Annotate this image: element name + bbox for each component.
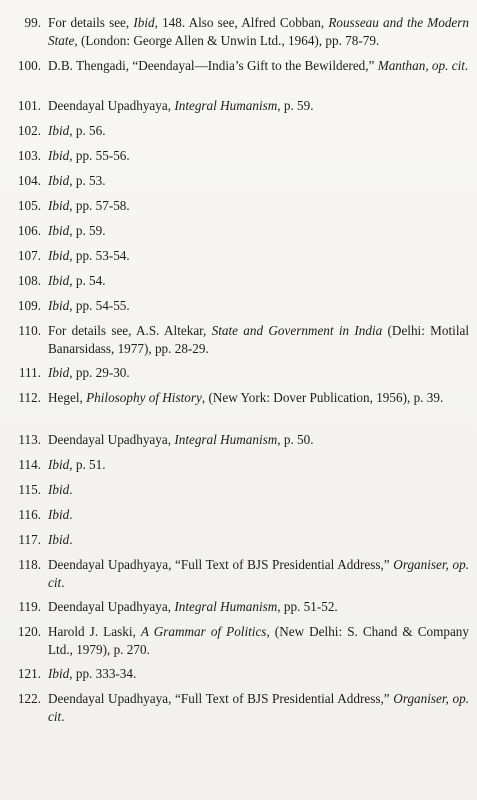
endnote-number: 120. <box>17 624 41 639</box>
endnote-text <box>48 598 469 616</box>
endnote-number: 101. <box>17 98 41 113</box>
endnote-number: 103. <box>17 148 41 163</box>
endnote-text <box>48 364 469 382</box>
citation-text: Deendayal Upadhyaya, <box>48 599 175 614</box>
endnote-text <box>48 222 469 240</box>
citation-text: , pp. 55-56. <box>69 148 130 163</box>
endnote-number: 117. <box>18 532 41 547</box>
italic-title: Integral Humanism <box>174 599 278 614</box>
italic-title: Ibid <box>48 457 70 472</box>
italic-title: Ibid <box>48 666 70 681</box>
citation-text: , (New York: Dover Publication, 1956), p. 39. <box>201 390 444 405</box>
endnote-text <box>48 531 469 549</box>
italic-title: Ibid <box>48 248 70 263</box>
italic-title: Ibid <box>48 482 70 497</box>
citation-text: , pp. 333-34. <box>69 666 137 681</box>
endnote-number: 111. <box>18 365 41 380</box>
citation-text: . <box>464 58 469 73</box>
endnote-number: 122. <box>17 691 41 706</box>
endnote-text <box>48 122 469 140</box>
italic-title: Manthan, op. cit <box>377 58 465 73</box>
endnote-text <box>48 197 469 215</box>
endnote-number: 119. <box>18 599 41 614</box>
endnote-number: 104. <box>17 173 41 188</box>
citation-text: Hegel, <box>48 390 87 405</box>
endnote-number: 102. <box>17 123 41 138</box>
endnote-text <box>48 431 469 449</box>
endnote-text <box>48 147 469 165</box>
citation-text: , p. 56. <box>69 123 106 138</box>
endnote-number: 114. <box>18 457 41 472</box>
citation-text: (Delhi: Motilal Banarsidass, 1977), pp. 28-29. <box>48 323 469 356</box>
citation-text: . <box>69 532 73 547</box>
citation-text: . <box>69 482 73 497</box>
citation-text: Deendayal Upadhyaya, <box>48 432 175 447</box>
citation-text: . <box>69 507 73 522</box>
endnote-text <box>48 389 469 407</box>
endnote-text <box>48 247 469 265</box>
citation-text: For details see, <box>48 15 134 30</box>
italic-title: Ibid <box>48 532 70 547</box>
citation-text: , pp. 51-52. <box>277 599 338 614</box>
endnote-number: 113. <box>18 432 41 447</box>
endnote-number: 100. <box>17 58 41 73</box>
citation-text: . <box>61 709 65 724</box>
citation-text: , (New Delhi: S. Chand & Company Ltd., 1979), p. 270. <box>48 624 469 657</box>
citation-text: Deendayal Upadhyaya, “Full Text of BJS Presidential Address,” <box>48 557 394 572</box>
citation-text: , p. 59. <box>69 223 106 238</box>
endnote-number: 112. <box>18 390 41 405</box>
endnote-text <box>48 665 469 683</box>
endnote-number: 115. <box>18 482 41 497</box>
endnote-text <box>48 97 469 115</box>
endnote-text <box>48 57 469 75</box>
endnote-text <box>48 297 469 315</box>
endnote-number: 118. <box>18 557 41 572</box>
citation-text: , p. 50. <box>277 432 314 447</box>
italic-title: Ibid <box>48 223 70 238</box>
endnote-number: 106. <box>17 223 41 238</box>
italic-title: Ibid <box>48 273 70 288</box>
italic-title: Ibid <box>48 298 70 313</box>
italic-title: Ibid <box>48 173 70 188</box>
italic-title: Ibid <box>48 507 70 522</box>
endnote-text <box>48 456 469 474</box>
citation-text: , p. 59. <box>277 98 314 113</box>
citation-text: , pp. 54-55. <box>69 298 130 313</box>
italic-title: State and Government in India <box>211 323 383 338</box>
endnote-text <box>48 690 469 726</box>
citation-text: , p. 54. <box>69 273 106 288</box>
endnote-text <box>48 322 469 358</box>
citation-text: , pp. 53-54. <box>69 248 130 263</box>
italic-title: Ibid <box>48 365 70 380</box>
citation-text: , 148. Also see, Alfred Cobban, <box>154 15 329 30</box>
endnote-text <box>48 14 469 50</box>
endnote-number: 99. <box>24 15 41 30</box>
italic-title: Ibid <box>48 148 70 163</box>
citation-text: , (London: George Allen & Unwin Ltd., 1964), pp. 78-79. <box>74 33 380 48</box>
endnote-text <box>48 172 469 190</box>
italic-title: A Grammar of Politics <box>140 624 267 639</box>
endnote-text <box>48 481 469 499</box>
italic-title: Organiser, op. cit <box>48 557 470 590</box>
citation-text: , pp. 29-30. <box>69 365 130 380</box>
citation-text: Deendayal Upadhyaya, “Full Text of BJS Presidential Address,” <box>48 691 394 706</box>
italic-title: Integral Humanism <box>174 98 278 113</box>
italic-title: Philosophy of History <box>86 390 202 405</box>
italic-title: Ibid <box>48 198 70 213</box>
endnote-number: 110. <box>18 323 41 338</box>
citation-text: , p. 51. <box>69 457 106 472</box>
italic-title: Organiser, op. cit <box>48 691 470 724</box>
endnote-number: 107. <box>17 248 41 263</box>
citation-text: Harold J. Laski, <box>48 624 141 639</box>
endnote-number: 109. <box>17 298 41 313</box>
endnote-number: 121. <box>17 666 41 681</box>
italic-title: Integral Humanism <box>174 432 278 447</box>
endnote-text <box>48 272 469 290</box>
endnote-text <box>48 623 469 659</box>
citation-text: , p. 53. <box>69 173 106 188</box>
italic-title: Ibid <box>48 123 70 138</box>
italic-title: Rousseau and the Modern State <box>48 15 469 48</box>
citation-text: . <box>61 575 65 590</box>
endnote-text <box>48 506 469 524</box>
endnote-number: 108. <box>17 273 41 288</box>
citation-text: For details see, A.S. Altekar, <box>48 323 212 338</box>
citation-text: , pp. 57-58. <box>69 198 130 213</box>
endnote-number: 105. <box>17 198 41 213</box>
citation-text: D.B. Thengadi, “Deendayal—India’s Gift to the Bewildered,” <box>48 58 378 73</box>
endnote-number: 116. <box>18 507 41 522</box>
citation-text: Deendayal Upadhyaya, <box>48 98 175 113</box>
endnote-text <box>48 556 469 592</box>
italic-title: Ibid <box>133 15 155 30</box>
